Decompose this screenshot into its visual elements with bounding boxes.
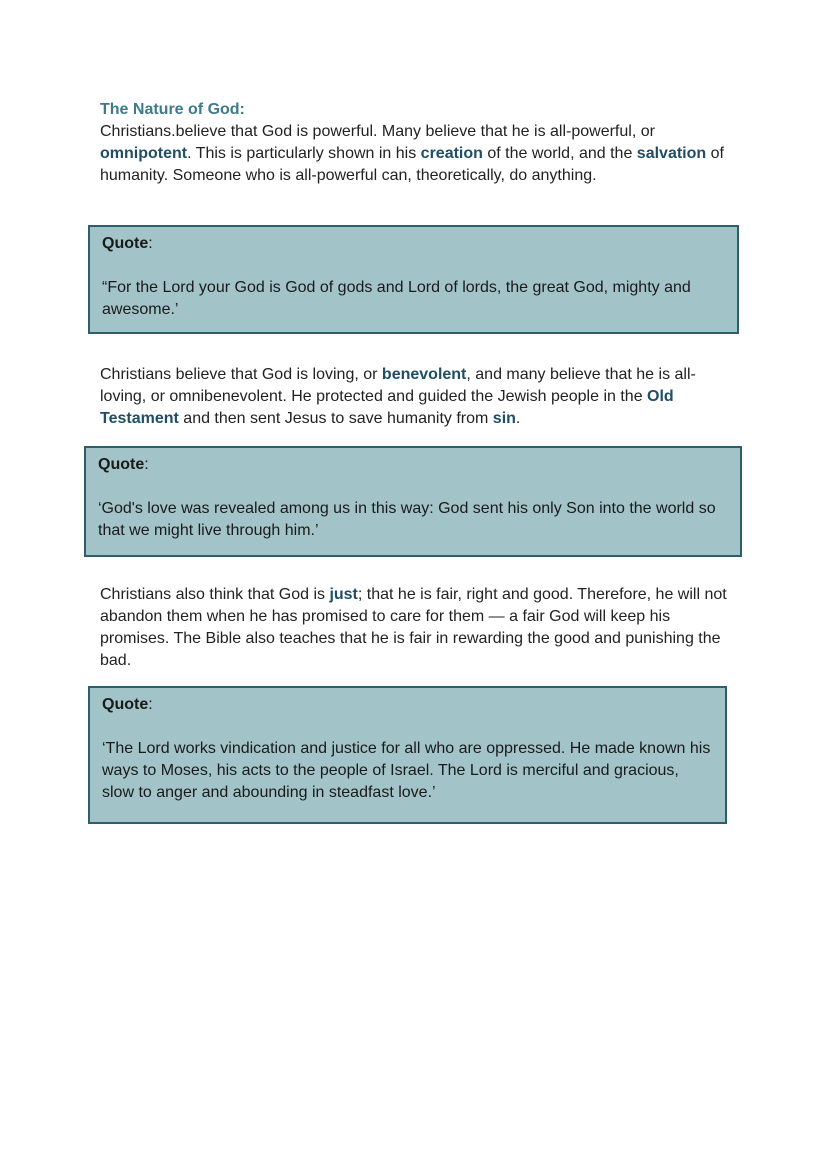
- quote-label-colon: :: [148, 696, 153, 713]
- quote-box-3: [88, 686, 727, 824]
- paragraph-omnipotence: [100, 121, 740, 187]
- paragraph-benevolence: [100, 364, 740, 430]
- quote-label-colon: :: [144, 456, 149, 473]
- text-run: of the world, and the: [482, 145, 637, 162]
- quote-label: [102, 233, 725, 255]
- quote-box-2: [84, 446, 742, 557]
- text-run: Christians believe that God is loving, or: [100, 366, 382, 383]
- quote-label-text: Quote: [102, 696, 149, 713]
- quote-label-text: Quote: [102, 235, 149, 252]
- text-run: Christians also think that God is: [100, 586, 330, 603]
- quote-label-colon: :: [148, 235, 153, 252]
- text-run: Christians.believe that God is powerful. Many believe that he is all-powerful, or: [100, 123, 655, 140]
- keyword-old-testament: Old Testament: [100, 388, 674, 427]
- text-run: .: [515, 410, 521, 427]
- text-run: ; that he is fair, right and good. Therefore, he will not abandon them when he has promised to care for them — a fair God will keep his promises. The Bible also teaches that he is fair in rewarding the good and punishing the bad.: [100, 586, 727, 669]
- keyword-omnipotent: omnipotent: [100, 145, 188, 162]
- quote-label: [102, 694, 713, 716]
- quote-label-text: Quote: [98, 456, 145, 473]
- keyword-sin: sin: [492, 410, 516, 427]
- text-run: of humanity. Someone who is all-powerful can, theoretically, do anything.: [100, 145, 724, 184]
- keyword-salvation: salvation: [636, 145, 707, 162]
- keyword-benevolent: benevolent: [381, 366, 467, 383]
- quote-text: ‘The Lord works vindication and justice for all who are oppressed. He made known his ways to Moses, his acts to the people of Israel. The Lord is merciful and gracious, slow to anger and abounding in steadfast love.’: [102, 740, 711, 801]
- keyword-just: just: [329, 586, 358, 603]
- quote-box-1: [88, 225, 739, 334]
- quote-text: ‘God's love was revealed among us in this way: God sent his only Son into the world so that we might live through him.’: [98, 500, 716, 539]
- text-run: and then sent Jesus to save humanity from: [178, 410, 493, 427]
- text-run: . This is particularly shown in his: [187, 145, 421, 162]
- section-heading: The Nature of God:: [100, 101, 245, 118]
- text-run: , and many believe that he is all-loving, or omnibenevolent. He protected and guided the Jewish people in the: [100, 366, 696, 405]
- quote-label: [98, 454, 728, 476]
- quote-text: “For the Lord your God is God of gods and Lord of lords, the great God, mighty and awesome.’: [102, 279, 691, 318]
- paragraph-justice: [100, 584, 740, 672]
- keyword-creation: creation: [420, 145, 483, 162]
